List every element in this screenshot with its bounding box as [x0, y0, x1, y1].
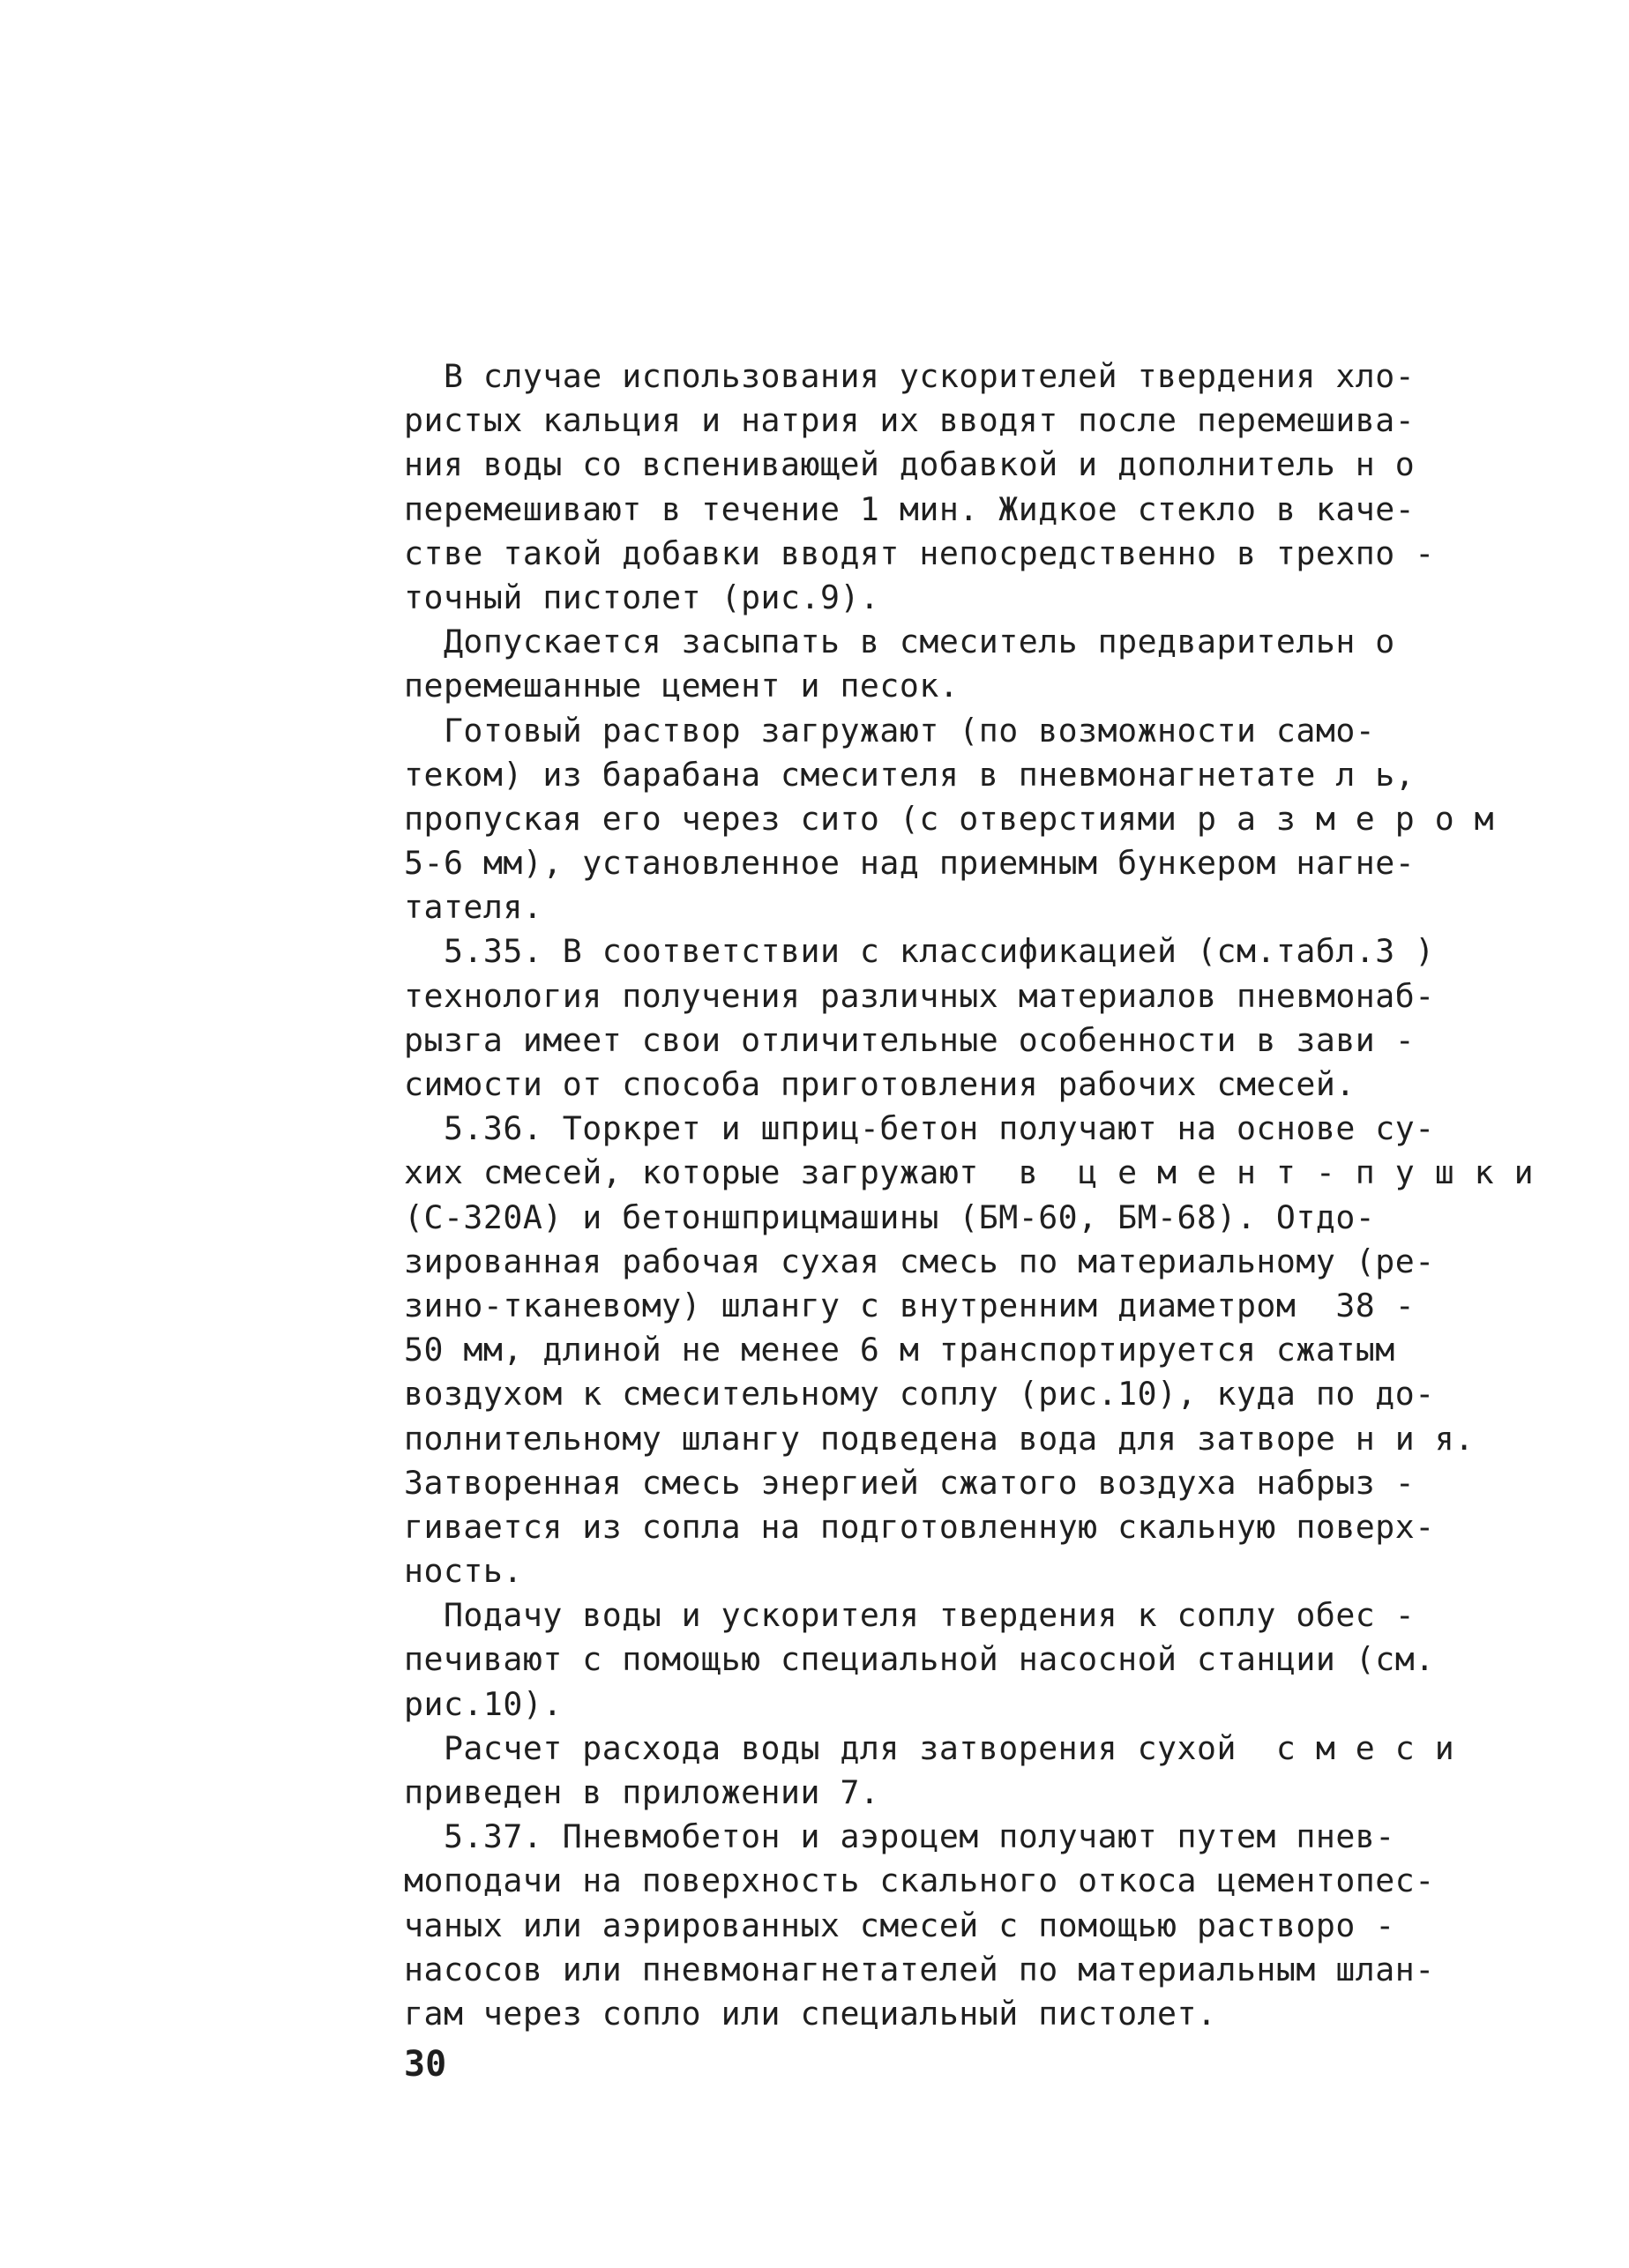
text-line: моподачи на поверхность скального откоса цементопес-	[404, 1861, 1435, 1900]
text-line: 5-6 мм), установленное над приемным бункером нагне-	[404, 844, 1416, 883]
paragraph	[404, 1107, 1551, 1593]
paragraph	[404, 1727, 1551, 1815]
text-line: 5.37. Пневмобетон и аэроцем получают путем пнев-	[404, 1817, 1395, 1856]
text-line: перемешанные цемент и песок.	[404, 667, 960, 705]
text-line: (С-320А) и бетоншприцмашины (БМ-60, БМ-68). Отдо-	[404, 1197, 1376, 1236]
text-line: хих смесей, которые загружают в ц е м е н т - п у ш к и	[404, 1153, 1535, 1192]
text-line: чаных или аэрированных смесей с помощью растворо -	[404, 1906, 1395, 1944]
text-line: В случае использования ускорителей твердения хло-	[404, 357, 1416, 395]
text-line: стве такой добавки вводят непосредственно в трехпо -	[404, 533, 1435, 572]
text-line: ния воды со вспенивающей добавкой и дополнитель н о	[404, 445, 1416, 484]
text-line: 5.36. Торкрет и шприц-бетон получают на основе су-	[404, 1109, 1435, 1148]
text-line: тателя.	[404, 888, 543, 927]
text-line: Готовый раствор загружают (по возможности само-	[404, 711, 1376, 750]
text-line: ристых кальция и натрия их вводят после перемешива-	[404, 401, 1416, 440]
text-line: печивают с помощью специальной насосной станции (см.	[404, 1640, 1435, 1679]
text-line: полнительному шлангу подведена вода для затворе н и я.	[404, 1419, 1475, 1458]
text-line: рызга имеет свои отличительные особенности в зави -	[404, 1020, 1416, 1059]
text-line: Затворенная смесь энергией сжатого воздуха набрыз -	[404, 1463, 1416, 1502]
text-line: симости от способа приготовления рабочих смесей.	[404, 1065, 1356, 1103]
text-line: ность.	[404, 1552, 523, 1591]
text-line: перемешивают в течение 1 мин. Жидкое стекло в каче-	[404, 489, 1416, 528]
text-line: приведен в приложении 7.	[404, 1773, 880, 1811]
text-line: теком) из барабана смесителя в пневмонагнетате л ь,	[404, 755, 1416, 794]
page-number: 30	[404, 2044, 447, 2085]
paragraph	[404, 929, 1551, 1107]
text-line: 5.35. В соответствии с классификацией (см.табл.3 )	[404, 932, 1435, 971]
text-line: зированная рабочая сухая смесь по материальному (ре-	[404, 1242, 1435, 1280]
paragraph	[404, 620, 1551, 708]
text-line: технология получения различных материалов пневмонаб-	[404, 976, 1435, 1015]
text-line: Допускается засыпать в смеситель предварительн о	[404, 623, 1395, 661]
text-line: насосов или пневмонагнетателей по материальным шлан-	[404, 1950, 1435, 1988]
text-line: 50 мм, длиной не менее 6 м транспортируется сжатым	[404, 1331, 1395, 1369]
text-line: гам через сопло или специальный пистолет.	[404, 1994, 1217, 2033]
paragraph	[404, 1815, 1551, 2036]
text-line: гивается из сопла на подготовленную скальную поверх-	[404, 1507, 1435, 1546]
text-line: воздухом к смесительному соплу (рис.10), куда по до-	[404, 1375, 1435, 1414]
body-text	[404, 354, 1551, 2036]
paragraph	[404, 1593, 1551, 1727]
text-line: зино-тканевому) шлангу с внутренним диаметром 38 -	[404, 1286, 1416, 1324]
text-line: точный пистолет (рис.9).	[404, 578, 880, 616]
paragraph	[404, 354, 1551, 620]
text-line: Расчет расхода воды для затворения сухой с м е с и	[404, 1728, 1455, 1767]
text-line: Подачу воды и ускорителя твердения к соплу обес -	[404, 1596, 1416, 1635]
text-line: пропуская его через сито (с отверстиями р а з м е р о м	[404, 799, 1495, 838]
text-line: рис.10).	[404, 1684, 563, 1723]
paragraph	[404, 709, 1551, 930]
